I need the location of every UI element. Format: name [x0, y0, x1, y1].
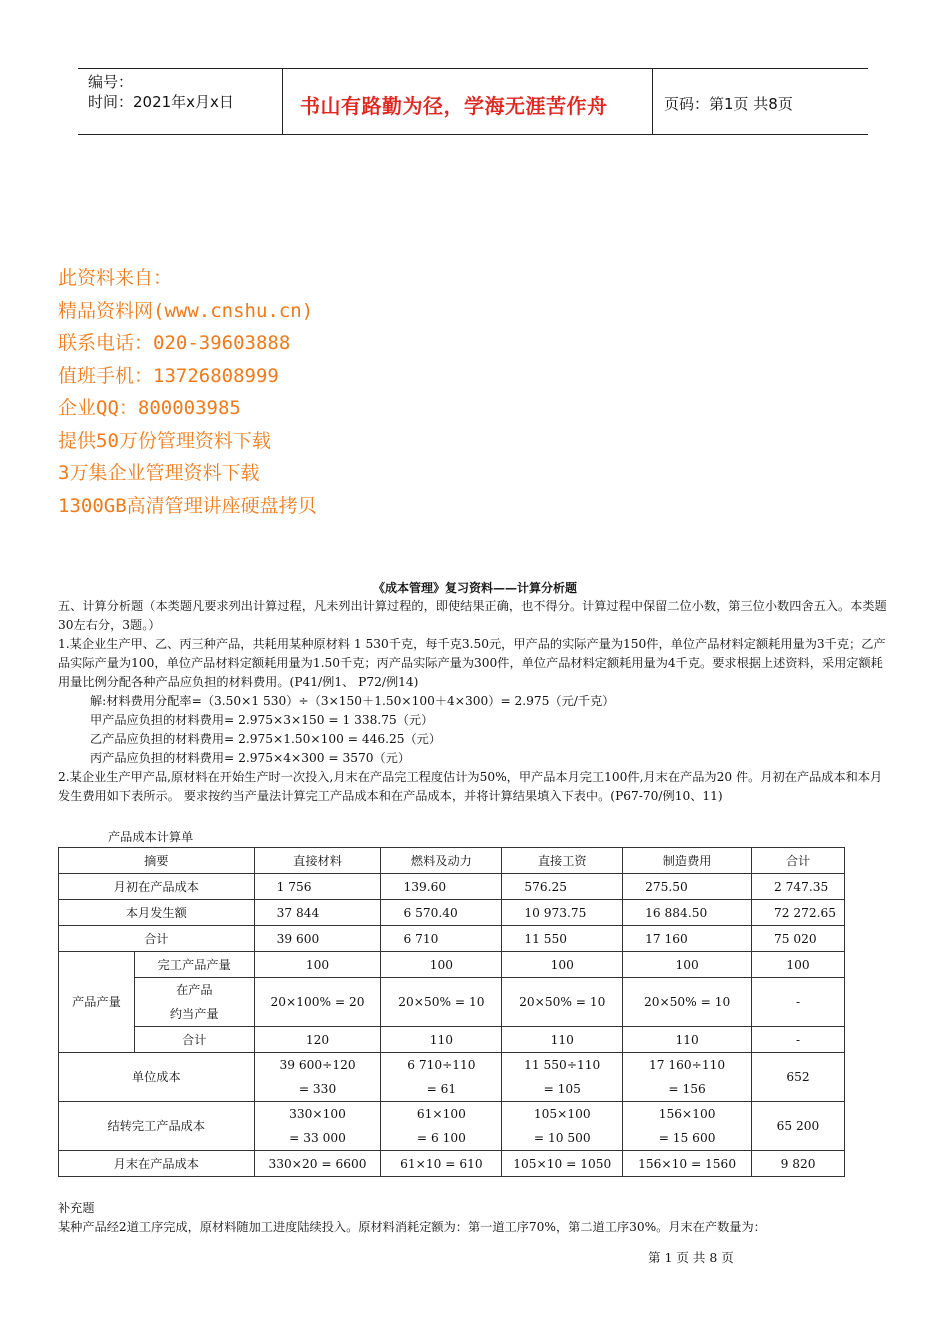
- cell-line: = 156: [668, 1082, 706, 1096]
- table-cell: 20×50% = 10: [502, 978, 623, 1027]
- table-cell: 17 160: [623, 926, 752, 952]
- row-label: 合计: [134, 1027, 254, 1053]
- cell-line: 105×100: [533, 1107, 591, 1121]
- table-cell: 110: [502, 1027, 623, 1053]
- table-cell: 330×20 = 6600: [254, 1151, 381, 1177]
- table-cell: 100: [752, 952, 845, 978]
- footer-page-number: 第 1 页 共 8 页: [648, 1250, 734, 1265]
- table-cell: 105×10 = 1050: [502, 1151, 623, 1177]
- row-label: 本月发生额: [59, 900, 255, 926]
- answer-1-line: 乙产品应负担的材料费用= 2.975×1.50×100 = 446.25（元）: [90, 732, 442, 746]
- cell-line: 156×100: [658, 1107, 716, 1121]
- supplement-text: 某种产品经2道工序完成，原材料随加工进度陆续投入。原材料消耗定额为：第一道工序70%，第二道工序30%。月末在产数量为：: [58, 1220, 766, 1234]
- table-cell: 110: [623, 1027, 752, 1053]
- table-cell: 6 710: [381, 926, 502, 952]
- table-cell: [254, 1102, 381, 1151]
- row-label: 合计: [59, 926, 255, 952]
- table-row: [59, 900, 845, 926]
- row-label: 月末在产品成本: [59, 1151, 255, 1177]
- cell-line: = 6 100: [416, 1131, 466, 1145]
- table-cell: 37 844: [254, 900, 381, 926]
- table-cell: 39 600: [254, 926, 381, 952]
- supplement-title: 补充题: [58, 1201, 95, 1215]
- table-cell: [254, 1053, 381, 1102]
- table-cell: 20×100% = 20: [254, 978, 381, 1027]
- cell-line: = 330: [298, 1082, 337, 1096]
- row-label-line: 约当产量: [169, 1007, 219, 1021]
- header-date: 时间：2021年x月x日: [88, 93, 234, 111]
- table-cell: 61×10 = 610: [381, 1151, 502, 1177]
- table-cell: 120: [254, 1027, 381, 1053]
- promo-line: 联系电话：020-39603888: [58, 332, 291, 354]
- table-cell: 11 550: [502, 926, 623, 952]
- table-cell: 65 200: [752, 1102, 845, 1151]
- intro-paragraph: 五、计算分析题（本类题凡要求列出计算过程，凡未列出计算过程的，即使结果正确，也不得分。计算过程中保留二位小数，第三位小数四舍五入。本类题30左右分，3题。）: [58, 599, 887, 632]
- cell-line: 17 160÷110: [649, 1058, 726, 1072]
- promo-line: 3万集企业管理资料下载: [58, 462, 260, 484]
- promo-line: 企业QQ：800003985: [58, 397, 241, 419]
- table-cell: [502, 1102, 623, 1151]
- table-row: [59, 1151, 845, 1177]
- row-label-line: 在产品: [175, 983, 213, 997]
- table-row: [59, 952, 845, 978]
- row-label: 完工产品产量: [134, 952, 254, 978]
- header-top-rule: [78, 68, 868, 69]
- table-cell: 110: [381, 1027, 502, 1053]
- row-group-label: 产品产量: [59, 952, 135, 1053]
- header-bottom-rule: [78, 134, 868, 135]
- table-cell: 6 570.40: [381, 900, 502, 926]
- promo-line: 精品资料网(www.cnshu.cn): [58, 299, 314, 322]
- header-cell: 直接材料: [254, 848, 381, 874]
- row-label: 月初在产品成本: [59, 874, 255, 900]
- promo-line: 1300GB高清管理讲座硬盘拷贝: [58, 494, 317, 517]
- table-cell: 100: [381, 952, 502, 978]
- question-1: 1.某企业生产甲、乙、丙三种产品，共耗用某种原材料 1 530千克，每千克3.50元，甲产品的实际产量为150件，单位产品材料定额耗用量为3千克；乙产品实际产量为100，单位产品材料定额耗用量为1.50千克；丙产品实际产量为300件，单位产品材料定额耗用量为4千克。要求根据上述资料，采用定额耗用量比例分配各种产品应负担的材料费用。(P41/例1、 P72/例14): [58, 637, 886, 689]
- cell-line: = 15 600: [658, 1131, 716, 1145]
- header-divider-right: [652, 68, 653, 134]
- table-row: [59, 1027, 845, 1053]
- promo-block: [58, 262, 317, 522]
- cell-line: 6 710÷110: [407, 1058, 476, 1072]
- table-cell: 100: [623, 952, 752, 978]
- cell-line: = 33 000: [289, 1131, 346, 1145]
- header-page-number: 页码：第1页 共8页: [664, 95, 793, 113]
- table-cell: 652: [752, 1053, 845, 1102]
- answer-1-line: 甲产品应负担的材料费用= 2.975×3×150 = 1 338.75（元）: [90, 713, 434, 727]
- doc-title: 《成本管理》复习资料——计算分析题: [372, 581, 577, 595]
- table-cell: [381, 1053, 502, 1102]
- table-cell: -: [752, 1027, 845, 1053]
- table-cell: 275.50: [623, 874, 752, 900]
- header-cell: 摘要: [59, 848, 255, 874]
- table-row: [59, 1102, 845, 1151]
- table-cell: 20×50% = 10: [381, 978, 502, 1027]
- question-2: 2.某企业生产甲产品,原材料在开始生产时一次投入,月末在产品完工程度估计为50%，甲产品本月完工100件,月末在产品为20 件。月初在产品成本和本月发生费用如下表所示。 要求按约当产量法计算完工产品成本和在产品成本，并将计算结果填入下表中。(P67-70/例10、11): [58, 770, 883, 803]
- table-cell: 72 272.65: [752, 900, 845, 926]
- table-cell: 2 747.35: [752, 874, 845, 900]
- promo-line: 值班手机：13726808999: [58, 364, 279, 387]
- table-cell: [623, 1053, 752, 1102]
- header-cell: 制造费用: [623, 848, 752, 874]
- header-meta: [88, 72, 234, 112]
- table-cell: [502, 1053, 623, 1102]
- promo-line: 提供50万份管理资料下载: [58, 429, 271, 452]
- answer-1-line: 解:材料费用分配率=（3.50×1 530）÷（3×150＋1.50×100＋4×300）= 2.975（元/千克）: [90, 694, 615, 708]
- cell-line: = 105: [543, 1082, 581, 1096]
- header-divider-left: [282, 68, 283, 134]
- header-cell: 合计: [752, 848, 845, 874]
- table-cell: 576.25: [502, 874, 623, 900]
- table-cell: 100: [502, 952, 623, 978]
- table-cell: [623, 1102, 752, 1151]
- answer-1-line: 丙产品应负担的材料费用= 2.975×4×300 = 3570（元）: [90, 751, 411, 765]
- header-cell: 燃料及动力: [381, 848, 502, 874]
- doc-body: [58, 597, 894, 806]
- header-cell: 直接工资: [502, 848, 623, 874]
- table-row: [59, 874, 845, 900]
- supplement-section: [58, 1199, 894, 1237]
- cell-line: 61×100: [416, 1107, 466, 1121]
- cell-line: 11 550÷110: [524, 1058, 601, 1072]
- table-cell: 100: [254, 952, 381, 978]
- table-cell: 139.60: [381, 874, 502, 900]
- table-cell: 156×10 = 1560: [623, 1151, 752, 1177]
- table-cell: 9 820: [752, 1151, 845, 1177]
- table-row: [59, 978, 845, 1027]
- table-cell: -: [752, 978, 845, 1027]
- cell-line: = 10 500: [533, 1131, 591, 1145]
- row-label: [134, 978, 254, 1027]
- cell-line: 39 600÷120: [279, 1058, 356, 1072]
- table-header-row: [59, 848, 845, 874]
- table-row: [59, 926, 845, 952]
- table-cell: 20×50% = 10: [623, 978, 752, 1027]
- table-cell: 1 756: [254, 874, 381, 900]
- table-cell: 75 020: [752, 926, 845, 952]
- header-code: 编号：: [88, 73, 134, 91]
- table-cell: 16 884.50: [623, 900, 752, 926]
- promo-line: 此资料来自：: [58, 267, 173, 289]
- table-caption: 产品成本计算单: [108, 830, 194, 844]
- header-motto: 书山有路勤为径，学海无涯苦作舟: [300, 94, 608, 118]
- cell-line: = 61: [426, 1082, 457, 1096]
- table-cell: [381, 1102, 502, 1151]
- row-label: 单位成本: [59, 1053, 255, 1102]
- row-label: 结转完工产品成本: [59, 1102, 255, 1151]
- table-row: [59, 1053, 845, 1102]
- cost-table: [58, 847, 845, 1177]
- table-cell: 10 973.75: [502, 900, 623, 926]
- cell-line: 330×100: [289, 1107, 346, 1121]
